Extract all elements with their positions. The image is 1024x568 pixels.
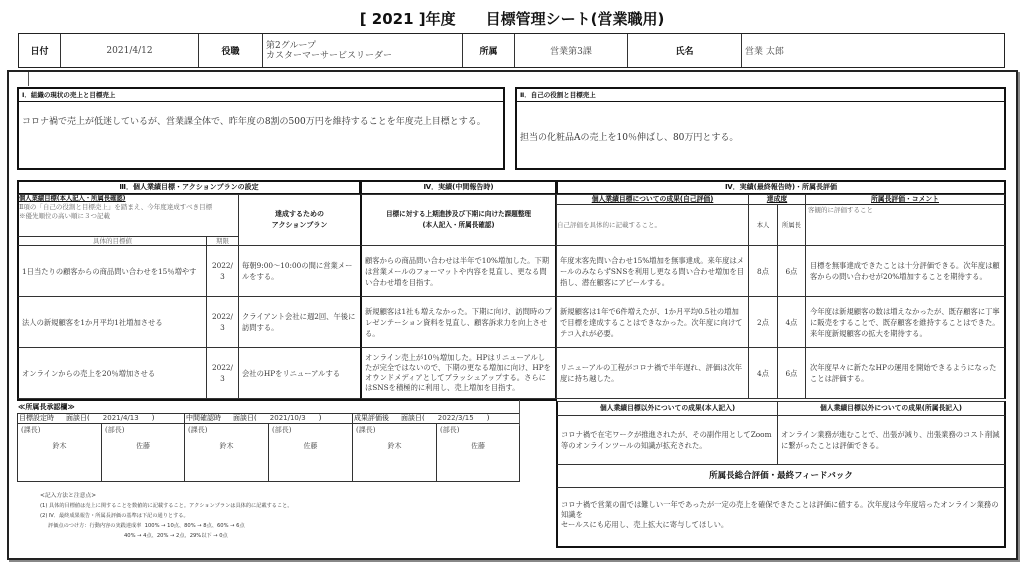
approval-signature-cell[interactable] bbox=[352, 423, 437, 482]
col-manager-header: 所属長 bbox=[777, 204, 806, 246]
approval-close-paren: ) bbox=[151, 414, 155, 422]
approval-signature-cell[interactable] bbox=[184, 423, 269, 482]
divider bbox=[17, 399, 557, 401]
notes-block bbox=[40, 490, 293, 539]
approval-date[interactable]: 2021/4/13 bbox=[102, 414, 139, 422]
approval-role: (部長) bbox=[272, 426, 292, 434]
row-self-eval[interactable]: リニューアルの工程がコロナ禍で半年遅れ、評価は次年度に持ち越した。 bbox=[556, 347, 749, 399]
date-field[interactable]: 2021/4/12 bbox=[61, 34, 199, 67]
other-manager-title: 個人業績目標以外についての成果(所属長記入) bbox=[777, 401, 1006, 416]
approval-name: 佐藤 bbox=[471, 442, 485, 450]
divider bbox=[519, 400, 520, 426]
section-3-title: Ⅲ．個人業績目標・アクションプランの設定 bbox=[17, 180, 361, 195]
dept-label: 所属 bbox=[463, 34, 515, 67]
row-score-self[interactable]: 4点 bbox=[748, 347, 778, 399]
section-2-body[interactable]: 担当の化粧品Aの売上を10％伸ばし、80万円とする。 bbox=[520, 133, 739, 143]
row-mid-report[interactable]: オンライン売上が10％増加した。HPはリニューアルしたが完全ではないので、下期の更なる増加に向け、HPをオウンドメディアとしてブラッシュアップする。さらにはSNSを積極的に利用し、売上増加を目指す。 bbox=[360, 347, 557, 399]
col-comment-header: 所属長評価・コメント bbox=[805, 194, 1006, 205]
row-target[interactable]: 1日当たりの顧客からの商品問い合わせを15％増やす bbox=[17, 245, 207, 297]
feedback-line-2: セールスにも応用し、売上拡大に寄与してほしい。 bbox=[561, 520, 729, 529]
page-title: [ 2021 ]年度 目標管理シート(営業職用) bbox=[359, 10, 665, 28]
col-person-header: 本人 bbox=[748, 204, 778, 246]
approvals-title: ≪所属長承認欄≫ bbox=[18, 403, 75, 411]
col-achieve-header: 達成度 bbox=[748, 194, 806, 205]
approval-name: 佐藤 bbox=[303, 442, 318, 450]
row-comment[interactable]: 今年度は新規顧客の数は増えなかったが、既存顧客に丁寧に販売をすることで、既存顧客を維持することはできた。来年度新規顧客の拡大を期待する。 bbox=[805, 296, 1006, 348]
section-1-title: Ⅰ．組織の現状の売上と目標売上 bbox=[19, 89, 503, 102]
approval-phase-label: 成果評価後 bbox=[354, 414, 389, 422]
goal-header: 個人業績目標(本人記入・所属長確認) bbox=[19, 195, 126, 202]
row-score-manager[interactable]: 6点 bbox=[777, 245, 806, 297]
approval-role: (課長) bbox=[188, 426, 208, 434]
approval-interview-label: 面談日( bbox=[233, 414, 257, 422]
dept-field[interactable]: 営業第3課 bbox=[515, 34, 628, 67]
role-line-1: 第2グループ bbox=[266, 40, 317, 51]
row-score-manager[interactable]: 6点 bbox=[777, 347, 806, 399]
approval-signature-cell[interactable] bbox=[268, 423, 353, 482]
approval-role: (課長) bbox=[21, 426, 41, 434]
col-target-header: 具体的目標値 bbox=[17, 236, 207, 246]
name-field[interactable]: 営業 太郎 bbox=[745, 47, 784, 57]
section-2-title: Ⅱ．自己の役割と目標売上 bbox=[517, 89, 1004, 102]
row-comment[interactable]: 次年度早々に新たなHPの運用を開始できるようになったことは評価する。 bbox=[805, 347, 1006, 399]
section-1-body[interactable]: コロナ禍で売上が低迷しているが、営業課全体で、昨年度の8割の500万円を維持することを年度売上目標とする。 bbox=[22, 117, 486, 127]
row-target[interactable]: 法人の新規顧客を1か月平均1社増加させる bbox=[17, 296, 207, 348]
row-score-self[interactable]: 2点 bbox=[748, 296, 778, 348]
other-manager-body[interactable]: オンライン業務が進むことで、出張が減り、出張業務のコスト削減に繋がったことは評価できる。 bbox=[777, 415, 1006, 465]
goal-header-cell bbox=[17, 194, 239, 237]
row-action[interactable]: クライアント会社に週2回、午後に訪問する。 bbox=[238, 296, 361, 348]
col-self-header: 個人業績目標についての成果(自己評価) bbox=[556, 194, 749, 205]
section-2-box bbox=[515, 87, 1006, 170]
approval-name: 鈴木 bbox=[387, 442, 402, 450]
row-deadline[interactable]: 2022/ 3 bbox=[206, 296, 239, 348]
col-mid-header: 目標に対する上期進捗及び下期に向けた課題整理 (本人記入・所属長確認) bbox=[360, 194, 557, 246]
date-label: 日付 bbox=[19, 34, 61, 67]
name-label: 氏名 bbox=[628, 34, 742, 67]
other-self-title: 個人業績目標以外についての成果(本人記入) bbox=[556, 401, 778, 416]
role-label: 役職 bbox=[199, 34, 263, 67]
approval-phase-label: 目標設定時 bbox=[19, 414, 54, 422]
row-score-manager[interactable]: 4点 bbox=[777, 296, 806, 348]
feedback-title: 所属長総合評価・最終フィードバック bbox=[556, 464, 1006, 488]
approval-name: 佐藤 bbox=[136, 442, 150, 450]
col-deadline-header: 期限 bbox=[206, 236, 239, 246]
row-action[interactable]: 会社のHPをリニューアルする bbox=[238, 347, 361, 399]
approval-date[interactable]: 2022/3/15 bbox=[437, 414, 474, 422]
approval-interview-label: 面談日( bbox=[401, 414, 425, 422]
approval-name: 鈴木 bbox=[219, 442, 234, 450]
row-score-self[interactable]: 8点 bbox=[748, 245, 778, 297]
row-action[interactable]: 毎朝9:00〜10:00の間に営業メールをする。 bbox=[238, 245, 361, 297]
row-self-eval[interactable]: 年度末客先問い合わせ15%増加を無事達成。来年度はメールのみならずSNSを利用し更なる問い合わせ増加を目指し、潜在顧客にアピールする。 bbox=[556, 245, 749, 297]
role-line-2: カスターマーサービスリーダー bbox=[266, 50, 393, 61]
row-deadline[interactable]: 2022/ 3 bbox=[206, 347, 239, 399]
other-self-body[interactable]: コロナ禍で在宅ワークが推進されたが、その副作用としてZoom等のオンラインツールの知識が拡充された。 bbox=[556, 415, 778, 465]
approval-date[interactable]: 2021/10/3 bbox=[269, 414, 306, 422]
notes-line-1: (1) 具体的目標値は売上に関することを数値的に記載すること。アクションプランは具体的に記載すること。 bbox=[40, 503, 293, 509]
row-mid-report[interactable]: 顧客からの商品問い合わせは半年で10%増加した。下期は営業メールのフォーマットや内容を見直し、更なる問い合わせ増を目指す。 bbox=[360, 245, 557, 297]
row-self-eval[interactable]: 新規顧客は1年で6件増えたが、1か月平均0.5社の増加で目標を達成することはできなかった。次年度に向けてテコ入れが必要。 bbox=[556, 296, 749, 348]
row-mid-report[interactable]: 新規顧客は1社も増えなかった。下期に向け、訪問時のプレゼンテーション資料を見直し、顧客訴求力を向上させる。 bbox=[360, 296, 557, 348]
notes-line-3: 評価点のつけ方：行動内容の実践達成率 100% → 10点、80% → 8点、60% → 6点 bbox=[48, 523, 245, 529]
approval-phase-label: 中間確認時 bbox=[186, 414, 221, 422]
feedback-line-1: コロナ禍で営業の面では難しい一年であったが一定の売上を確保できたことは評価に値する。次年度は今年度培ったオンライン業務の知識を bbox=[561, 500, 999, 519]
col-action-header: 達成するための アクションプラン bbox=[238, 194, 361, 246]
approval-signature-cell[interactable] bbox=[17, 423, 102, 482]
frame-divider bbox=[28, 72, 29, 86]
notes-line-2: (2) Ⅳ．最終成果報告・所属長評価の基準は下記の通りとする。 bbox=[40, 513, 189, 519]
approval-close-paren: ) bbox=[486, 414, 490, 422]
goal-hint-2: ※優先順位の高い順に３つ記載 bbox=[19, 212, 110, 220]
row-comment[interactable]: 目標を無事達成できたことは十分評価できる。次年度は顧客からの問い合わせが20%増加することを期待する。 bbox=[805, 245, 1006, 297]
approval-role: (課長) bbox=[356, 426, 376, 434]
section-4-mid-title: Ⅳ．実績(中間報告時) bbox=[360, 180, 557, 195]
notes-line-4: 40% → 4点、20% → 2点、29%以下 → 0点 bbox=[124, 533, 228, 539]
section-1-box bbox=[17, 87, 505, 170]
notes-title: <記入方法と注意点> bbox=[40, 493, 97, 499]
row-target[interactable]: オンラインからの売上を20％増加させる bbox=[17, 347, 207, 399]
role-field[interactable] bbox=[263, 34, 463, 67]
feedback-body[interactable] bbox=[556, 487, 1006, 548]
approval-interview-label: 面談日( bbox=[66, 414, 90, 422]
approval-close-paren: ) bbox=[318, 414, 322, 422]
section-4-final-title: Ⅳ．実績(最終報告時)・所属長評価 bbox=[556, 180, 1006, 195]
row-deadline[interactable]: 2022/ 3 bbox=[206, 245, 239, 297]
approval-signature-cell[interactable] bbox=[436, 423, 520, 482]
col-comment-hint: 客観的に評価すること bbox=[805, 204, 1006, 246]
approval-name: 鈴木 bbox=[52, 442, 67, 450]
goal-hint-1: Ⅱ項の「自己の役割と目標売上」を踏まえ、今年度達成すべき目標 bbox=[19, 203, 213, 211]
approval-role: (部長) bbox=[105, 426, 125, 434]
col-self-hint: 自己評価を具体的に記載すること。 bbox=[556, 204, 749, 246]
header-info-table bbox=[18, 33, 1005, 68]
approval-role: (部長) bbox=[440, 426, 460, 434]
approval-signature-cell[interactable] bbox=[101, 423, 185, 482]
